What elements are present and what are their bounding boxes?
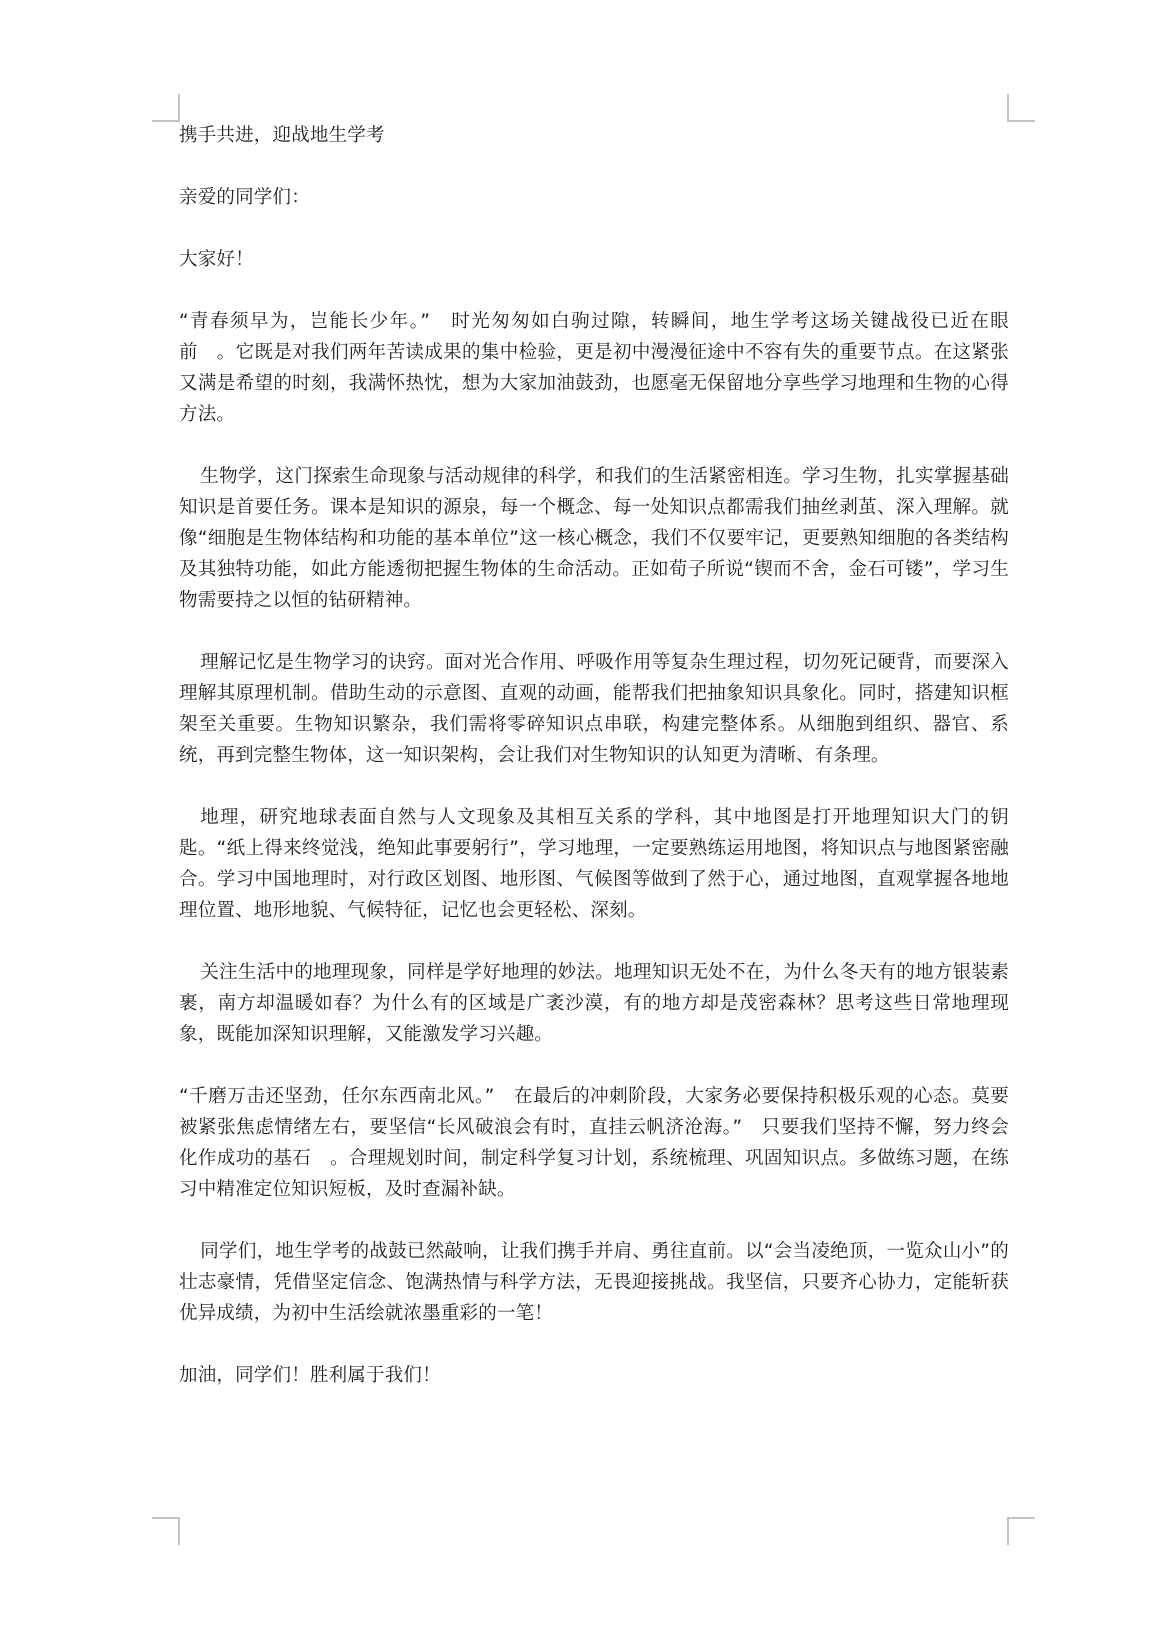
paragraph-1: “青春须早为，岂能长少年。” 时光匆匆如白驹过隙，转瞬间，地生学考这场关键战役已近在眼前 。它既是对我们两年苦读成果的集中检验，更是初中漫漫征途中不容有失的重要节点。在这紧张又满是希望的时刻，我满怀热忱，想为大家加油鼓劲，也愿毫无保留地分享些学习地理和生物的心得方法。 [179,311,1009,425]
paragraph-7: 同学们，地生学考的战鼓已然敲响，让我们携手并肩、勇往直前。以“会当凌绝顶，一览众山小”的壮志豪情，凭借坚定信念、饱满热情与科学方法，无畏迎接挑战。我坚信，只要齐心协力，定能斩获优异成绩，为初中生活绘就浓墨重彩的一笔！ [179,1241,1009,1324]
closing-line: 加油，同学们！胜利属于我们！ [179,1365,441,1386]
greeting: 大家好！ [179,249,254,270]
paragraph-2: 生物学，这门探索生命现象与活动规律的科学，和我们的生活紧密相连。学习生物，扎实掌握基础知识是首要任务。课本是知识的源泉，每一个概念、每一处知识点都需我们抽丝剥茧、深入理解。就像“细胞是生物体结构和功能的基本单位”这一核心概念，我们不仅要牢记，更要熟知细胞的各类结构及其独特功能，如此方能透彻把握生物体的生命活动。正如荀子所说“锲而不舍，金石可镂”，学习生物需要持之以恒的钻研精神。 [179,466,1009,611]
crop-mark-top-left [152,94,180,122]
crop-mark-bottom-left [152,1517,180,1545]
crop-mark-top-right [1007,94,1035,122]
salutation: 亲爱的同学们： [179,187,310,208]
paragraph-6: “千磨万击还坚劲，任尔东西南北风。” 在最后的冲刺阶段，大家务必要保持积极乐观的心态。莫要被紧张焦虑情绪左右，要坚信“长风破浪会有时，直挂云帆济沧海。” 只要我们坚持不懈，努力终会化作成功的基石 。合理规划时间，制定科学复习计划，系统梳理、巩固知识点。多做练习题，在练习中精准定位知识短板，及时查漏补缺。 [179,1086,1009,1200]
crop-mark-bottom-right [1007,1517,1035,1545]
paragraph-5: 关注生活中的地理现象，同样是学好地理的妙法。地理知识无处不在，为什么冬天有的地方银装素裹，南方却温暖如春？为什么有的区域是广袤沙漠，有的地方却是茂密森林？思考这些日常地理现象，既能加深知识理解，又能激发学习兴趣。 [179,962,1009,1045]
document-title: 携手共进，迎战地生学考 [179,125,385,146]
paragraph-4: 地理，研究地球表面自然与人文现象及其相互关系的学科，其中地图是打开地理知识大门的钥匙。“纸上得来终觉浅，绝知此事要躬行”，学习地理，一定要熟练运用地图，将知识点与地图紧密融合。学习中国地理时，对行政区划图、地形图、气候图等做到了然于心，通过地图，直观掌握各地地理位置、地形地貌、气候特征，记忆也会更轻松、深刻。 [179,807,1009,921]
paragraph-3: 理解记忆是生物学习的诀窍。面对光合作用、呼吸作用等复杂生理过程，切勿死记硬背，而要深入理解其原理机制。借助生动的示意图、直观的动画，能帮我们把抽象知识具象化。同时，搭建知识框架至关重要。生物知识繁杂，我们需将零碎知识点串联，构建完整体系。从细胞到组织、器官、系统，再到完整生物体，这一知识架构，会让我们对生物知识的认知更为清晰、有条理。 [179,652,1009,766]
document-body [179,120,1009,1391]
